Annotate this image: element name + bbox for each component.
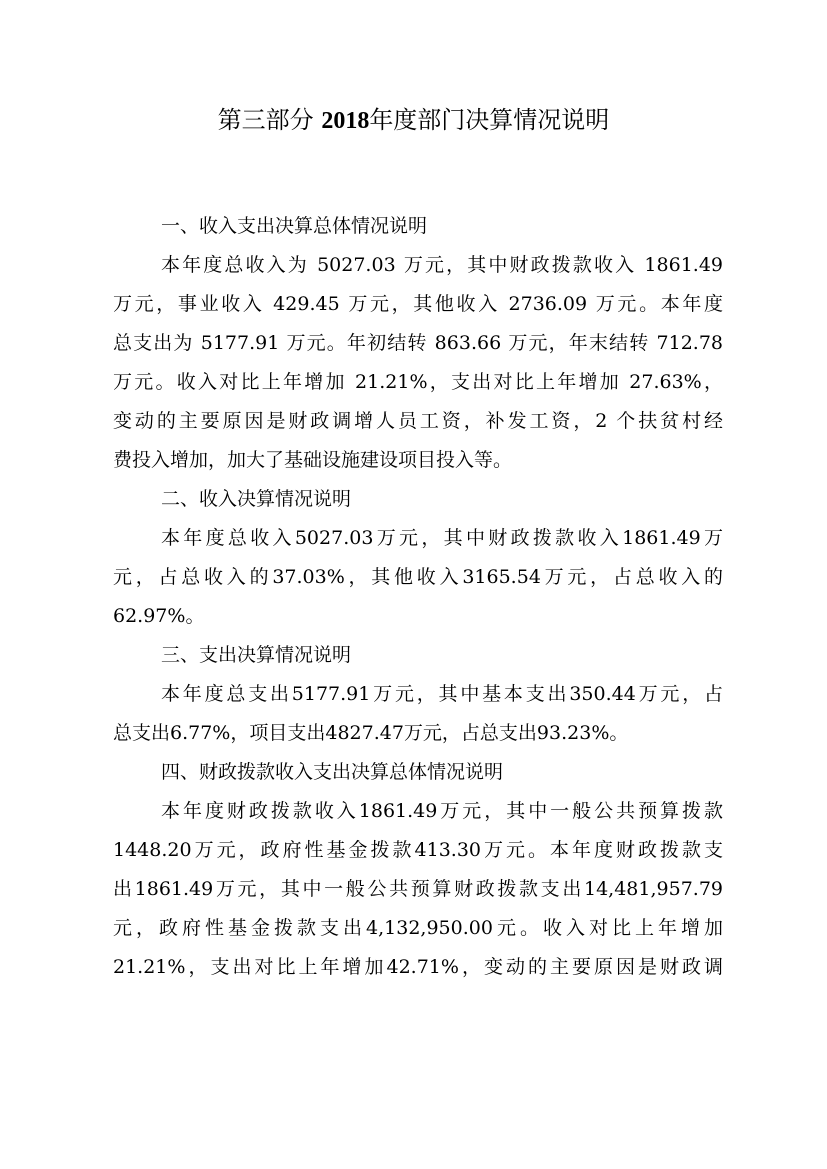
paragraph-line: 出1861.49万元，其中一般公共预算财政拨款支出14,481,957.79 xyxy=(113,878,723,900)
section-income-expenditure-overview xyxy=(113,207,723,480)
paragraph-line: 费投入增加，加大了基础设施建设项目投入等。 xyxy=(113,449,513,471)
paragraph-line: 本年度总收入5027.03万元，其中财政拨款收入1861.49万 xyxy=(161,527,723,549)
paragraph-line: 本年度财政拨款收入1861.49万元，其中一般公共预算拨款 xyxy=(161,800,723,822)
paragraph-line: 万元。收入对比上年增加 21.21%，支出对比上年增加 27.63%， xyxy=(113,371,723,393)
section-heading: 一、收入支出决算总体情况说明 xyxy=(161,215,428,237)
title-prefix: 第三部分 xyxy=(217,106,322,134)
paragraph-line: 元，政府性基金拨款支出4,132,950.00元。收入对比上年增加 xyxy=(113,917,723,939)
paragraph-line: 变动的主要原因是财政调增人员工资，补发工资，2 个扶贫村经 xyxy=(113,410,723,432)
document-body xyxy=(113,207,723,987)
paragraph-line: 总支出6.77%，项目支出4827.47万元，占总支出93.23%。 xyxy=(113,722,629,744)
title-year: 2018 xyxy=(321,108,370,134)
paragraph-line: 1448.20万元，政府性基金拨款413.30万元。本年度财政拨款支 xyxy=(113,839,723,861)
paragraph-line: 总支出为 5177.91 万元。年初结转 863.66 万元，年末结转 712.78 xyxy=(113,332,723,354)
section-heading: 三、支出决算情况说明 xyxy=(161,644,352,666)
section-paragraph xyxy=(113,675,723,753)
section-expenditure-details xyxy=(113,636,723,753)
section-heading: 四、财政拨款收入支出决算总体情况说明 xyxy=(161,761,504,783)
section-income-details xyxy=(113,480,723,636)
section-paragraph xyxy=(113,519,723,636)
page-title xyxy=(0,100,827,141)
paragraph-line: 元，占总收入的37.03%，其他收入3165.54万元，占总收入的 xyxy=(113,566,723,588)
paragraph-line: 21.21%，支出对比上年增加42.71%，变动的主要原因是财政调 xyxy=(113,956,723,978)
title-suffix: 年度部门决算情况说明 xyxy=(369,106,610,134)
paragraph-line: 万元，事业收入 429.45 万元，其他收入 2736.09 万元。本年度 xyxy=(113,293,723,315)
section-paragraph xyxy=(113,792,723,987)
section-paragraph xyxy=(113,246,723,480)
section-fiscal-appropriation-overview xyxy=(113,753,723,987)
paragraph-line: 62.97%。 xyxy=(113,605,205,627)
paragraph-line: 本年度总支出5177.91万元，其中基本支出350.44万元，占 xyxy=(161,683,723,705)
section-heading: 二、收入决算情况说明 xyxy=(161,488,352,510)
paragraph-line: 本年度总收入为 5027.03 万元，其中财政拨款收入 1861.49 xyxy=(161,254,723,276)
